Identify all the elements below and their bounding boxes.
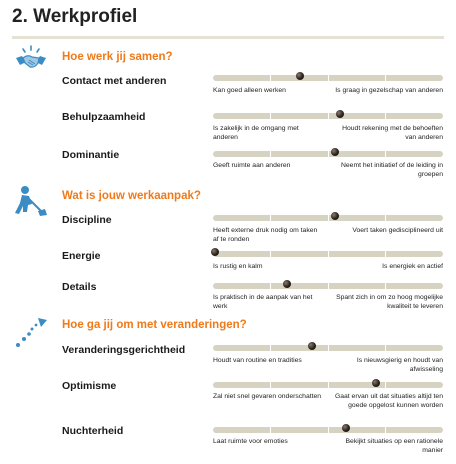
scale-left-text: Kan goed alleen werken	[213, 87, 286, 94]
scale-left-text: Is praktisch in de aanpak van het werk	[213, 294, 313, 310]
scale-left-text: Is zakelijk in de omgang met anderen	[213, 125, 299, 141]
score-marker	[308, 342, 316, 350]
scale-tick	[328, 380, 329, 390]
scale-tick	[270, 281, 271, 291]
scale-tick	[385, 213, 386, 223]
score-marker	[331, 148, 339, 156]
scale-tick	[270, 73, 271, 83]
scale-optimisme	[213, 382, 443, 388]
score-marker	[331, 212, 339, 220]
score-marker	[296, 72, 304, 80]
scale-tick	[270, 425, 271, 435]
scale-right-text: Is nieuwsgierig en houdt van afwisseling	[356, 357, 443, 373]
scale-right-text: Is graag in gezelschap van anderen	[335, 87, 443, 94]
scale-tick	[385, 380, 386, 390]
score-marker	[336, 110, 344, 118]
worker-digging-icon	[14, 184, 48, 218]
scale-tick	[328, 249, 329, 259]
scale-tick	[328, 425, 329, 435]
scale-right-text: Bekijkt situaties op een rationele manier	[345, 438, 443, 454]
section-title-samenwerken: Hoe werk jij samen?	[62, 51, 173, 63]
scale-discipline	[213, 215, 443, 221]
scale-right-text: Neemt het initiatief of de leiding in groepen	[340, 162, 443, 178]
handshake-icon	[14, 44, 48, 78]
trait-label-discipline: Discipline	[62, 214, 112, 226]
scale-tick	[270, 249, 271, 259]
scale-tick	[385, 343, 386, 353]
section-title-werkaanpak: Wat is jouw werkaanpak?	[62, 190, 201, 202]
section-title-veranderingen: Hoe ga jij om met veranderingen?	[62, 319, 247, 331]
scale-energie	[213, 251, 443, 257]
scale-tick	[270, 111, 271, 121]
scale-tick	[328, 281, 329, 291]
scale-right-text: Spant zich in om zo hoog mogelijke kwaliteit te leveren	[336, 294, 443, 310]
scale-details	[213, 283, 443, 289]
scale-tick	[385, 425, 386, 435]
scale-tick	[328, 111, 329, 121]
scale-right-text: Gaat ervan uit dat situaties altijd ten goede opgelost kunnen worden	[334, 393, 443, 409]
trait-label-energie: Energie	[62, 250, 101, 262]
trait-label-veranderingsgerichtheid: Veranderingsgerichtheid	[62, 344, 186, 356]
scale-left-text: Houdt van routine en tradities	[213, 357, 302, 364]
scale-tick	[328, 149, 329, 159]
score-marker	[211, 248, 219, 256]
scale-tick	[385, 111, 386, 121]
change-arrow-icon	[14, 314, 48, 348]
scale-tick	[385, 73, 386, 83]
scale-right-text: Is energiek en actief	[382, 263, 443, 270]
scale-nuchterheid	[213, 427, 443, 433]
trait-label-details: Details	[62, 281, 97, 293]
trait-label-contact: Contact met anderen	[62, 75, 167, 87]
score-marker	[342, 424, 350, 432]
scale-tick	[385, 149, 386, 159]
scale-contact	[213, 75, 443, 81]
scale-right-text: Voert taken gedisciplineerd uit	[352, 227, 443, 234]
scale-tick	[270, 343, 271, 353]
scale-left-text: Geeft ruimte aan anderen	[213, 162, 291, 169]
scale-tick	[385, 281, 386, 291]
scale-tick	[328, 213, 329, 223]
scale-right-text: Houdt rekening met de behoeften van anderen	[342, 125, 443, 141]
scale-tick	[270, 380, 271, 390]
scale-dominantie	[213, 151, 443, 157]
scale-tick	[270, 149, 271, 159]
scale-tick	[270, 213, 271, 223]
score-marker	[283, 280, 291, 288]
scale-left-text: Laat ruimte voor emoties	[213, 438, 288, 445]
scale-behulpzaamheid	[213, 113, 443, 119]
title-divider	[12, 36, 444, 39]
trait-label-optimisme: Optimisme	[62, 380, 117, 392]
trait-label-nuchterheid: Nuchterheid	[62, 425, 124, 437]
trait-label-dominantie: Dominantie	[62, 149, 120, 161]
scale-left-text: Zal niet snel gevaren onderschatten	[213, 393, 322, 400]
scale-tick	[328, 73, 329, 83]
scale-tick	[385, 249, 386, 259]
score-marker	[372, 379, 380, 387]
scale-veranderingsgerichtheid	[213, 345, 443, 351]
scale-left-text: Heeft externe druk nodig om taken af te ronden	[213, 227, 318, 243]
scale-tick	[328, 343, 329, 353]
scale-left-text: Is rustig en kalm	[213, 263, 263, 270]
trait-label-behulpzaamheid: Behulpzaamheid	[62, 111, 146, 123]
page-title: 2. Werkprofiel	[12, 6, 138, 27]
